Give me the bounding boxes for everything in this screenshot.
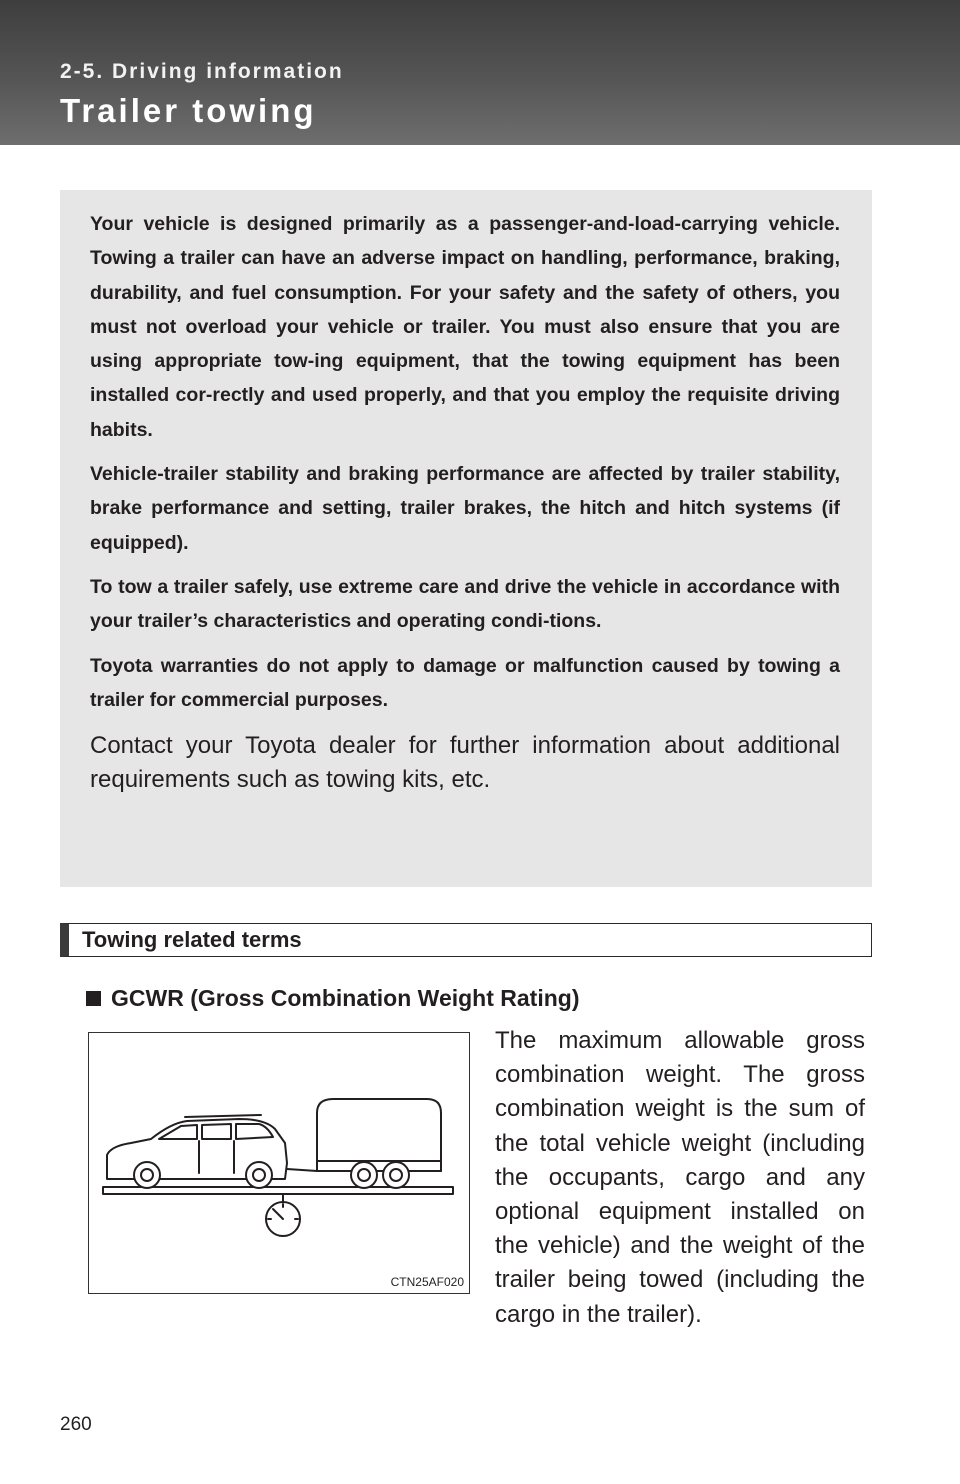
section-header-towing-terms bbox=[60, 923, 872, 957]
gcwr-description: The maximum allowable gross combination weight. The gross combination weight is the sum of the total vehicle weight (including the occupants, cargo and any optional equipment installed on the vehicle) and the weight of the trailer being towed (including the cargo in the trailer). bbox=[495, 1027, 865, 1328]
intro-paragraph: Toyota warranties do not apply to damage or malfunction caused by towing a trailer for commercial purposes. bbox=[90, 654, 840, 711]
figure-code: CTN25AF020 bbox=[390, 1275, 464, 1289]
chapter-header-band bbox=[0, 0, 960, 145]
intro-paragraph: Vehicle-trailer stability and braking performance are affected by trailer stability, brake performance and setting, trailer brakes, the hitch and hitch systems (if equipped). bbox=[90, 463, 840, 554]
gcwr-heading-text: GCWR (Gross Combination Weight Rating) bbox=[111, 985, 580, 1011]
intro-paragraph: Your vehicle is designed primarily as a passenger-and-load-carrying vehicle. Towing a trailer can have an adverse impact on handling, performance, braking, durability, and fuel consumption. For your safety and the safety of others, you must not overload your vehicle or trailer. You must also ensure that you are using appropriate tow-ing equipment, that the towing equipment has been installed cor-rectly and used properly, and that you employ the requisite driving habits. bbox=[90, 213, 840, 441]
section-label: 2-5. Driving information bbox=[60, 60, 344, 83]
page-title: Trailer towing bbox=[60, 92, 317, 129]
intro-paragraph: To tow a trailer safely, use extreme care and drive the vehicle in accordance with your trailer’s characteristics and operating condi-tions. bbox=[90, 575, 840, 633]
section-header-label: Towing related terms bbox=[82, 927, 302, 952]
gcwr-illustration bbox=[88, 1032, 470, 1294]
suv-trailer-scale-drawing bbox=[89, 1033, 469, 1293]
contact-dealer-paragraph: Contact your Toyota dealer for further information about additional requirements such as towing kits, etc. bbox=[90, 732, 840, 794]
square-bullet-icon bbox=[86, 991, 101, 1006]
intro-box bbox=[60, 190, 872, 887]
page-number: 260 bbox=[60, 1414, 92, 1435]
gcwr-heading bbox=[86, 982, 580, 1014]
